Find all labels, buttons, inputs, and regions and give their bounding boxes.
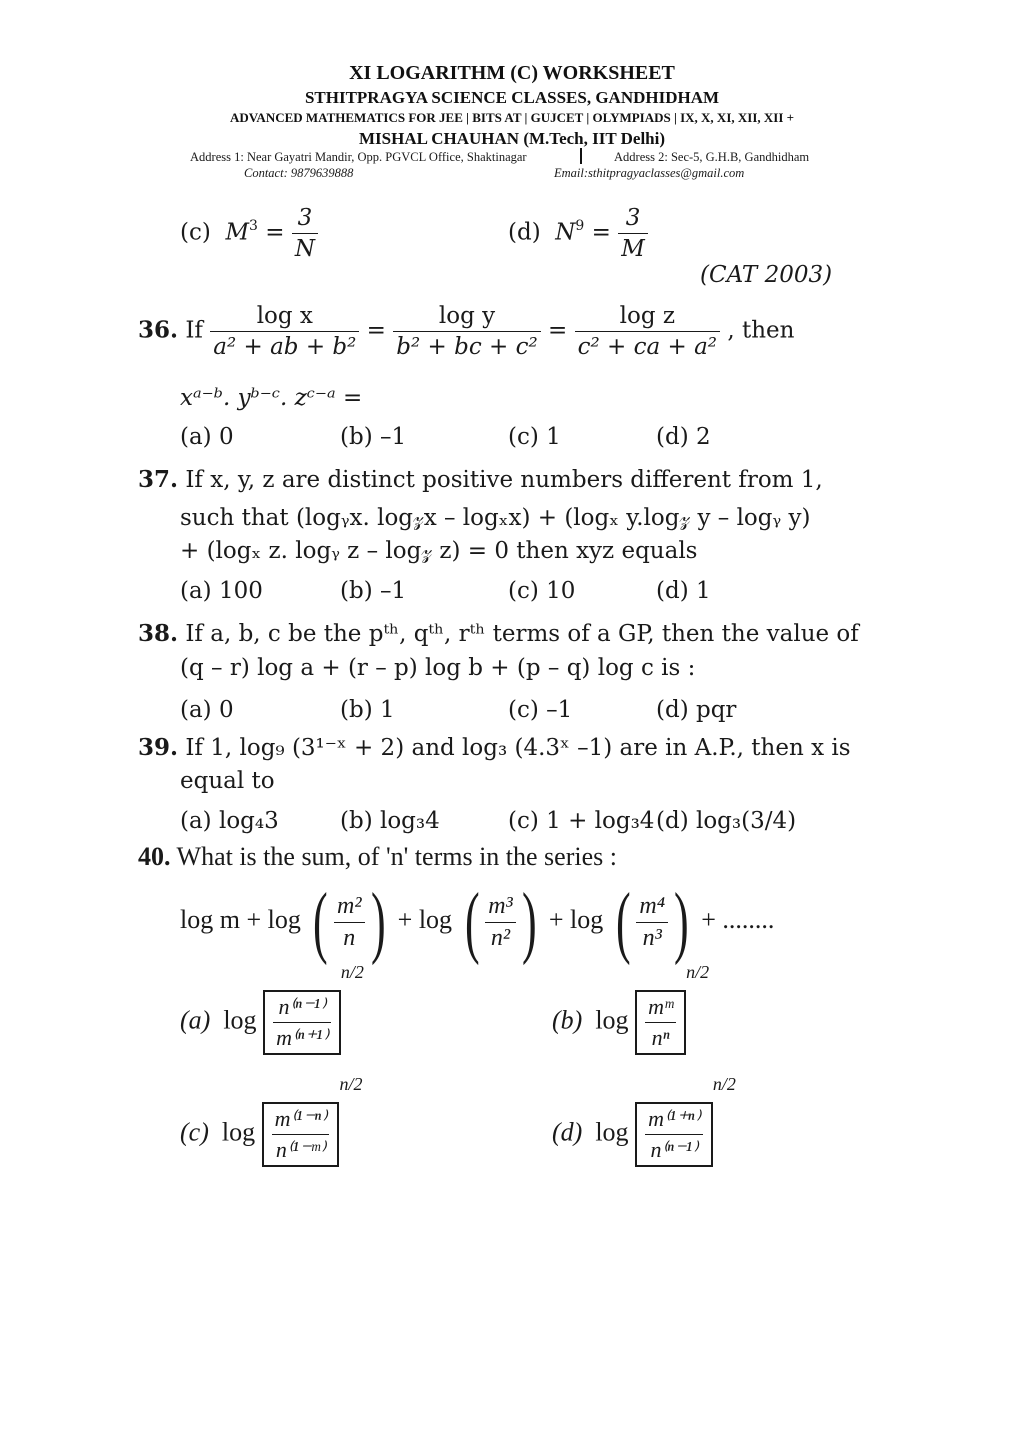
q37-option-a: (a) 100 — [180, 578, 263, 604]
q37-line-3: + (logₓ z. logᵧ z – log𝓏 z) = 0 then xyz equals — [180, 538, 698, 564]
q36-option-a: (a) 0 — [180, 424, 234, 450]
q39-option-a: (a) log₄3 — [180, 808, 279, 834]
q39-option-d: (d) log₃(3/4) — [656, 808, 797, 834]
q37-line-2: such that (logᵧx. log𝓏x – logₓx) + (logₓ y.log𝓏 y – logᵧ y) — [180, 505, 811, 531]
q38-option-a: (a) 0 — [180, 697, 234, 723]
question-39: 39. If 1, log₉ (3¹⁻ˣ + 2) and log₃ (4.3ˣ –1) are in A.P., then x is — [138, 734, 851, 761]
email: Email:sthitpragyaclasses@gmail.com — [554, 166, 745, 180]
q40-option-d: (d) log $\frac{\text{m⁽¹⁺ⁿ⁾}}{\text{n⁽ⁿ⁻¹⁾}}$ n/2 — [552, 1102, 736, 1167]
courses-line: ADVANCED MATHEMATICS FOR JEE | BITS AT | GUJCET | OLYMPIADS | IX, X, XI, XII, XII + — [229, 110, 795, 125]
question-38: 38. If a, b, c be the pᵗʰ, qᵗʰ, rᵗʰ terms of a GP, then the value of — [138, 620, 859, 647]
q39-option-b: (b) log₃4 — [340, 808, 440, 834]
q36-option-c: (c) 1 — [508, 424, 561, 450]
q36-option-d: (d) 2 — [656, 424, 711, 450]
q38-option-c: (c) –1 — [508, 697, 573, 723]
q40-option-b: (b) log $\frac{\text{mᵐ}}{\text{nⁿ}}$ n/2 — [552, 990, 709, 1055]
q40-series: log m + log ( $\frac{\text{m²}}{n}$ ) + log ( $\frac{\text{m³}}{\text{n²}}$ ) + log ( $\frac{\text{m⁴}}{\text{n³}}$ ) + ........ — [180, 878, 775, 966]
q35-option-d: (d) $N^9$ = $\frac{3}{M}$ — [508, 205, 648, 262]
q37-option-c: (c) 10 — [508, 578, 576, 604]
q38-option-d: (d) pqr — [656, 697, 737, 723]
address-1: Address 1: Near Gayatri Mandir, Opp. PGVCL Office, Shaktinagar — [190, 150, 527, 164]
q36-option-b: (b) –1 — [340, 424, 407, 450]
question-37: 37. If x, y, z are distinct positive numbers different from 1, — [138, 466, 823, 493]
question-36: 36. If $\frac{\text{log x}}{\text{a² + ab + b²}}$ = $\frac{\text{log y}}{\text{b² + bc + c²}}$ = $\frac{\text{log z}}{\text{c² + ca + a²}}$ , then — [138, 303, 795, 360]
q38-option-b: (b) 1 — [340, 697, 395, 723]
contact: Contact: 9879639888 — [244, 166, 354, 180]
q35-source: (CAT 2003) — [700, 262, 833, 288]
address-2: Address 2: Sec-5, G.H.B, Gandhidham — [614, 150, 810, 164]
institute-name: STHITPRAGYA SCIENCE CLASSES, GANDHIDHAM — [304, 88, 720, 107]
q40-option-c: (c) log $\frac{\text{m⁽¹⁻ⁿ⁾}}{\text{n⁽¹⁻ᵐ⁾}}$ n/2 — [180, 1102, 362, 1167]
q37-option-b: (b) –1 — [340, 578, 407, 604]
q39-option-c: (c) 1 + log₃4 — [508, 808, 655, 834]
q37-option-d: (d) 1 — [656, 578, 711, 604]
question-40: 40. What is the sum, of 'n' terms in the series : — [138, 842, 617, 871]
q40-option-a: (a) log $\frac{\text{n⁽ⁿ⁻¹⁾}}{\text{m⁽ⁿ⁺¹⁾}}$ n/2 — [180, 990, 364, 1055]
q35-option-c: (c) $M^3$ = $\frac{3}{N}$ — [180, 205, 318, 262]
q38-line-2: (q – r) log a + (r – p) log b + (p – q) log c is : — [180, 655, 696, 681]
address-separator — [580, 148, 582, 164]
teacher-name: MISHAL CHAUHAN (M.Tech, IIT Delhi) — [358, 129, 666, 148]
q36-expression: xᵃ⁻ᵇ. yᵇ⁻ᶜ. zᶜ⁻ᵃ = — [180, 385, 363, 411]
q39-line-2: equal to — [180, 768, 275, 794]
worksheet-title: XI LOGARITHM (C) WORKSHEET — [349, 62, 675, 84]
